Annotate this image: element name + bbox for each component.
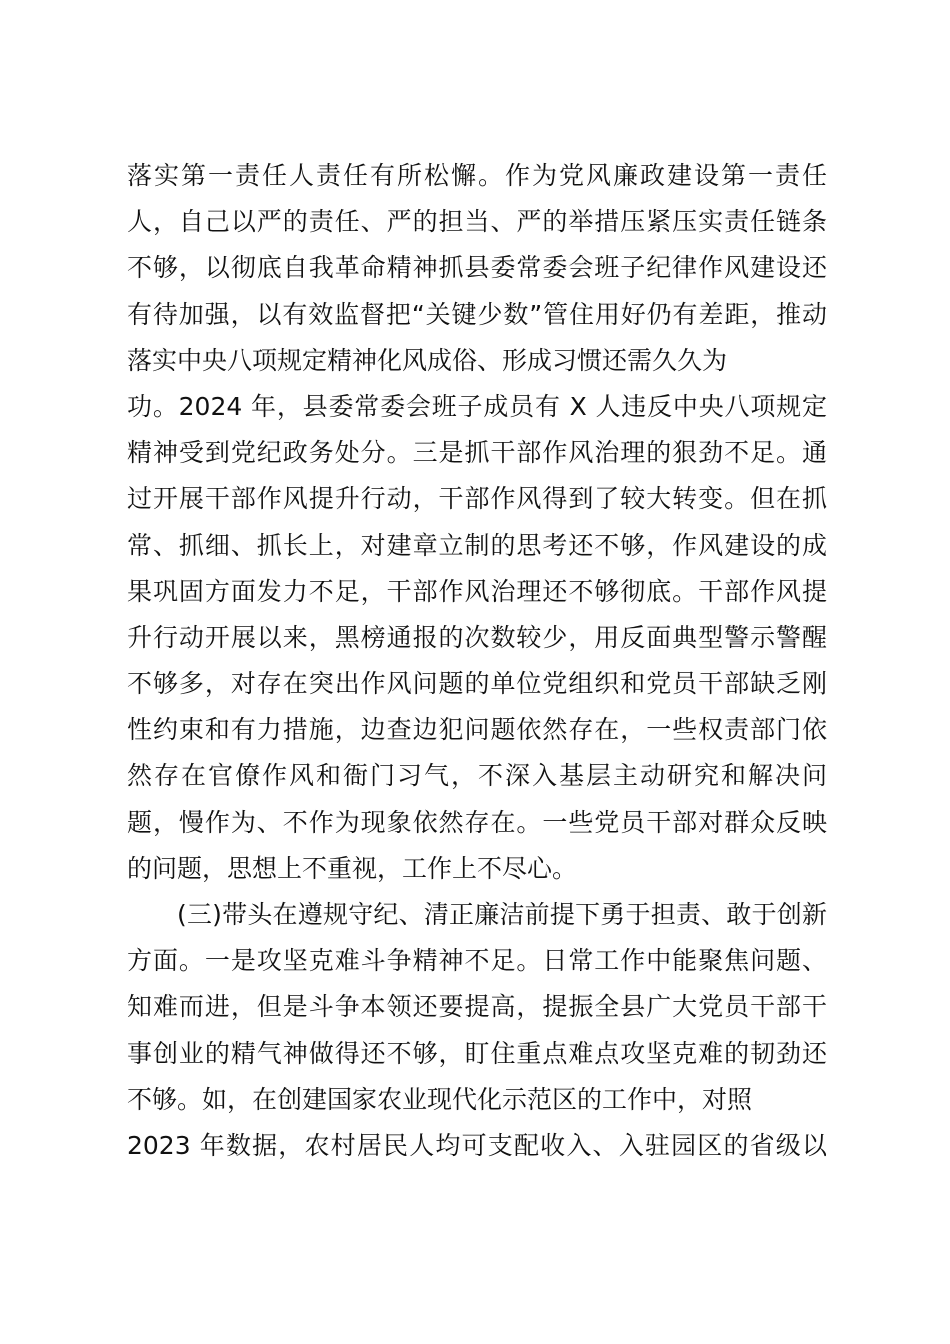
text-line: 然存在官僚作风和衙门习气，不深入基层主动研究和解决问 — [127, 761, 827, 791]
text-line: 方面。一是攻坚克难斗争精神不足。日常工作中能聚焦问题、 — [127, 946, 827, 976]
text-line: 精神受到党纪政务处分。三是抓干部作风治理的狠劲不足。通 — [127, 438, 827, 468]
text-line: 落实中央八项规定精神化风成俗、形成习惯还需久久为 — [127, 345, 728, 375]
text-line: 不够，以彻底自我革命精神抓县委常委会班子纪律作风建设还 — [127, 253, 827, 283]
text-line: 功。2024 年，县委常委会班子成员有 X 人违反中央八项规定 — [127, 391, 827, 421]
text-line: 有待加强，以有效监督把“关键少数”管住用好仍有差距，推动 — [127, 299, 827, 329]
text-line: 不够多，对存在突出作风问题的单位党组织和党员干部缺乏刚 — [127, 669, 827, 699]
text-line: 不够。如，在创建国家农业现代化示范区的工作中，对照 — [127, 1084, 753, 1114]
text-line: 事创业的精气神做得还不够，盯住重点难点攻坚克难的韧劲还 — [127, 1038, 827, 1068]
text-line: 过开展干部作风提升行动，干部作风得到了较大转变。但在抓 — [127, 484, 827, 514]
text-line: 题，慢作为、不作为现象依然存在。一些党员干部对群众反映 — [127, 807, 827, 837]
text-line: 知难而进，但是斗争本领还要提高，提振全县广大党员干部干 — [127, 992, 827, 1022]
text-line: 性约束和有力措施，边查边犯问题依然存在，一些权责部门依 — [127, 715, 827, 745]
text-line: 人，自己以严的责任、严的担当、严的举措压紧压实责任链条 — [127, 207, 827, 237]
text-line: 常、抓细、抓长上，对建章立制的思考还不够，作风建设的成 — [127, 530, 827, 560]
text-line: 的问题，思想上不重视，工作上不尽心。 — [127, 853, 578, 883]
text-line: 2023 年数据，农村居民人均可支配收入、入驻园区的省级以 — [127, 1130, 827, 1160]
document-body — [127, 153, 827, 1169]
section-heading-line: (三)带头在遵规守纪、清正廉洁前提下勇于担责、敢于创新 — [177, 900, 827, 929]
text-line: 果巩固方面发力不足，干部作风治理还不够彻底。干部作风提 — [127, 576, 827, 606]
text-line: 升行动开展以来，黑榜通报的次数较少，用反面典型警示警醒 — [127, 622, 827, 652]
text-line: 落实第一责任人责任有所松懈。作为党风廉政建设第一责任 — [127, 161, 827, 190]
